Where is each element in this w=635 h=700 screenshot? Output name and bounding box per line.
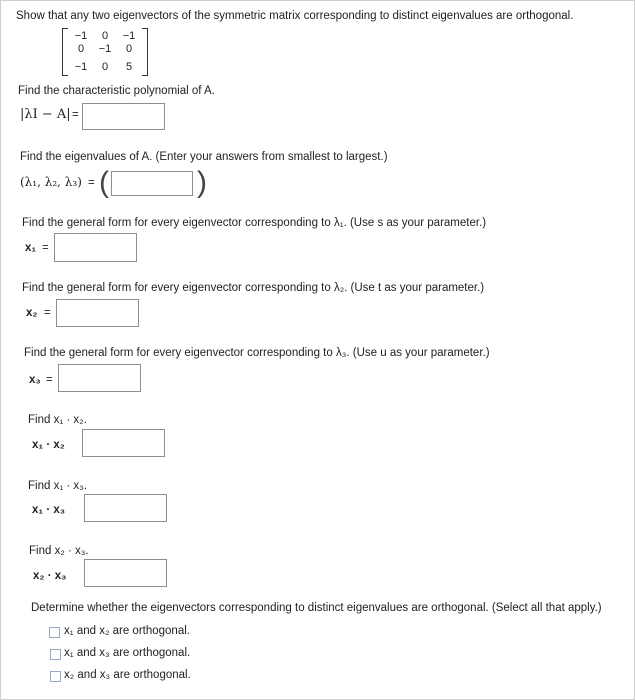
dot13-prompt: Find x₁ · x₃. <box>28 480 88 492</box>
option-label-x1-x2[interactable]: x₁ and x₂ are orthogonal. <box>64 625 190 637</box>
eigvec3-prompt: Find the general form for every eigenvector corresponding to λ₃. (Use u as your parameter.) <box>24 347 490 359</box>
eigvec2-equals: = <box>44 307 51 319</box>
dot13-label: x₁ · x₃ <box>32 504 66 516</box>
option-label-x1-x3[interactable]: x₁ and x₃ are orthogonal. <box>64 647 191 659</box>
eigenvalues-input[interactable] <box>111 171 193 196</box>
eigvec3-label: x₃ <box>29 374 41 386</box>
char-poly-input[interactable] <box>82 103 165 130</box>
dot23-input[interactable] <box>84 559 167 587</box>
eigvec1-prompt: Find the general form for every eigenvector corresponding to λ₁. (Use s as your parameter.) <box>22 217 487 229</box>
eigvec1-label: x₁ <box>25 242 37 254</box>
option-checkbox-x1-x3[interactable] <box>50 649 61 660</box>
eigvec2-input[interactable] <box>56 299 139 327</box>
dot12-input[interactable] <box>82 429 165 457</box>
matrix-cell: 0 <box>101 61 109 73</box>
eigenvalues-lhs: (λ₁, λ₂, λ₃) <box>20 175 82 189</box>
matrix-cell: 0 <box>77 43 85 55</box>
matrix-right-bracket <box>142 28 148 76</box>
matrix-left-bracket <box>62 28 68 76</box>
eigvec3-input[interactable] <box>58 364 141 392</box>
matrix-cell: −1 <box>74 61 88 73</box>
eigenvalues-equals: = <box>88 177 95 189</box>
char-poly-lhs: |λI − A| <box>20 107 71 122</box>
eigenvalues-prompt: Find the eigenvalues of A. (Enter your answers from smallest to largest.) <box>20 151 388 163</box>
eigvec3-equals: = <box>46 374 53 386</box>
char-poly-equals: = <box>72 109 79 121</box>
option-checkbox-x2-x3[interactable] <box>50 671 61 682</box>
eigvec2-label: x₂ <box>26 307 38 319</box>
dot23-prompt: Find x₂ · x₃. <box>29 545 89 557</box>
dot13-input[interactable] <box>84 494 167 522</box>
open-paren: ( <box>99 166 109 199</box>
char-poly-prompt: Find the characteristic polynomial of A. <box>18 85 215 97</box>
matrix-cell: 0 <box>101 30 109 42</box>
matrix-cell: −1 <box>74 30 88 42</box>
eigvec1-input[interactable] <box>54 233 137 262</box>
matrix-cell: 0 <box>125 43 133 55</box>
eigvec2-prompt: Find the general form for every eigenvector corresponding to λ₂. (Use t as your parameter.) <box>22 282 485 294</box>
eigvec1-equals: = <box>42 242 49 254</box>
dot12-label: x₁ · x₂ <box>32 439 65 451</box>
matrix-cell: −1 <box>122 30 136 42</box>
dot23-label: x₂ · x₃ <box>33 570 67 582</box>
close-paren: ) <box>197 166 207 199</box>
problem-title: Show that any two eigenvectors of the symmetric matrix corresponding to distinct eigenvalues are orthogonal. <box>16 10 574 22</box>
matrix-cell: 5 <box>125 61 133 73</box>
matrix-cell: −1 <box>98 43 112 55</box>
option-label-x2-x3[interactable]: x₂ and x₃ are orthogonal. <box>64 669 191 681</box>
matrix-a <box>62 28 148 76</box>
dot12-prompt: Find x₁ · x₂. <box>28 414 87 426</box>
orthogonal-prompt: Determine whether the eigenvectors corresponding to distinct eigenvalues are orthogonal. (Select all that apply.) <box>31 602 602 614</box>
option-checkbox-x1-x2[interactable] <box>49 627 60 638</box>
